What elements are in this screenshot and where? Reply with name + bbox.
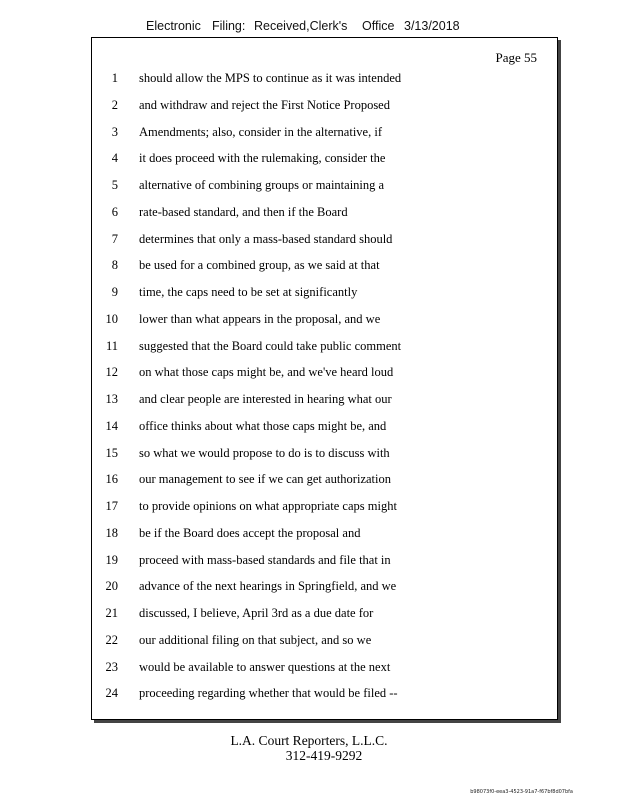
line-number: 6: [111, 204, 118, 219]
line-number: 17: [105, 499, 118, 513]
transcript-line: [92, 446, 557, 473]
line-number: 7: [111, 231, 118, 246]
filing-stamp-electronic: Electronic: [146, 19, 201, 33]
transcript-line: [92, 125, 557, 152]
line-text: and withdraw and reject the First Notice Proposed: [139, 97, 390, 112]
line-text: Amendments; also, consider in the alternative, if: [139, 124, 382, 139]
line-number: 9: [111, 285, 118, 299]
line-number: 18: [105, 525, 118, 540]
line-number: 13: [105, 392, 118, 406]
reporter-company: L.A. Court Reporters, L.L.C.: [230, 733, 388, 748]
line-text: be if the Board does accept the proposal and: [139, 525, 361, 540]
line-text: time, the caps need to be set at significantly: [139, 285, 358, 299]
line-text: so what we would propose to do is to discuss with: [139, 445, 390, 460]
transcript-line: [92, 71, 557, 98]
transcript-line: [92, 258, 557, 285]
line-number: 2: [111, 97, 118, 112]
line-text: be used for a combined group, as we said at that: [139, 258, 380, 273]
line-text: and clear people are interested in hearing what our: [139, 392, 392, 406]
line-number: 23: [105, 659, 118, 674]
line-number: 10: [105, 311, 118, 326]
line-text: determines that only a mass-based standard should: [139, 231, 393, 246]
transcript-line: [92, 178, 557, 205]
transcript-line: [92, 232, 557, 259]
transcript-line: [92, 339, 557, 366]
line-number: 22: [105, 632, 118, 647]
footer: [0, 733, 618, 763]
transcript-line: [92, 285, 557, 312]
line-text: to provide opinions on what appropriate caps might: [139, 499, 397, 513]
line-text: lower than what appears in the proposal, and we: [139, 311, 381, 326]
line-number: 8: [111, 258, 118, 273]
line-text: should allow the MPS to continue as it was intended: [139, 71, 402, 85]
filing-stamp-filing: Filing:: [212, 19, 246, 33]
line-text: proceed with mass-based standards and file that in: [139, 552, 391, 567]
line-number: 14: [105, 418, 118, 433]
document-hash: b98073f0-eea3-4523-91a7-f67bf8d07bfa: [470, 789, 573, 795]
transcript-line: [92, 499, 557, 526]
line-text: office thinks about what those caps might be, and: [139, 418, 387, 433]
transcript-line: [92, 312, 557, 339]
transcript-line: [92, 151, 557, 178]
transcript-page: [91, 37, 558, 720]
filing-stamp-received: Received,Clerk's: [254, 19, 348, 33]
line-text: suggested that the Board could take public comment: [139, 338, 402, 353]
line-number: 3: [111, 124, 118, 139]
transcript-line: [92, 633, 557, 660]
line-number: 4: [111, 151, 118, 166]
transcript-line: [92, 553, 557, 580]
line-number: 11: [105, 338, 118, 353]
transcript-line: [92, 419, 557, 446]
transcript-line: [92, 205, 557, 232]
transcript-line: [92, 526, 557, 553]
line-text: discussed, I believe, April 3rd as a due date for: [139, 606, 374, 620]
transcript-lines: [92, 71, 557, 713]
line-number: 16: [105, 472, 118, 487]
reporter-phone: 312-419-9292: [285, 748, 363, 763]
line-text: alternative of combining groups or maintaining a: [139, 178, 385, 192]
line-number: 20: [105, 579, 118, 594]
line-text: advance of the next hearings in Springfield, and we: [139, 579, 397, 594]
line-number: 1: [111, 71, 118, 85]
line-text: our additional filing on that subject, and so we: [139, 632, 372, 647]
transcript-line: [92, 98, 557, 125]
filing-stamp-office: Office: [362, 19, 395, 33]
line-number: 15: [105, 445, 118, 460]
transcript-line: [92, 579, 557, 606]
transcript-line: [92, 606, 557, 633]
transcript-line: [92, 660, 557, 687]
line-text: our management to see if we can get authorization: [139, 472, 391, 487]
line-number: 24: [105, 686, 118, 701]
line-number: 21: [105, 606, 118, 620]
transcript-line: [92, 392, 557, 419]
line-text: on what those caps might be, and we've heard loud: [139, 365, 394, 380]
line-text: it does proceed with the rulemaking, consider the: [139, 151, 386, 166]
line-number: 12: [105, 365, 118, 380]
transcript-line: [92, 686, 557, 713]
page-number: Page 55: [495, 50, 537, 65]
line-text: would be available to answer questions at the next: [139, 659, 391, 674]
line-number: 19: [105, 552, 118, 567]
line-number: 5: [111, 178, 118, 192]
filing-stamp-date: 3/13/2018: [404, 19, 460, 33]
line-text: rate-based standard, and then if the Board: [139, 204, 348, 219]
transcript-line: [92, 472, 557, 499]
transcript-line: [92, 365, 557, 392]
line-text: proceeding regarding whether that would be filed --: [139, 686, 398, 701]
